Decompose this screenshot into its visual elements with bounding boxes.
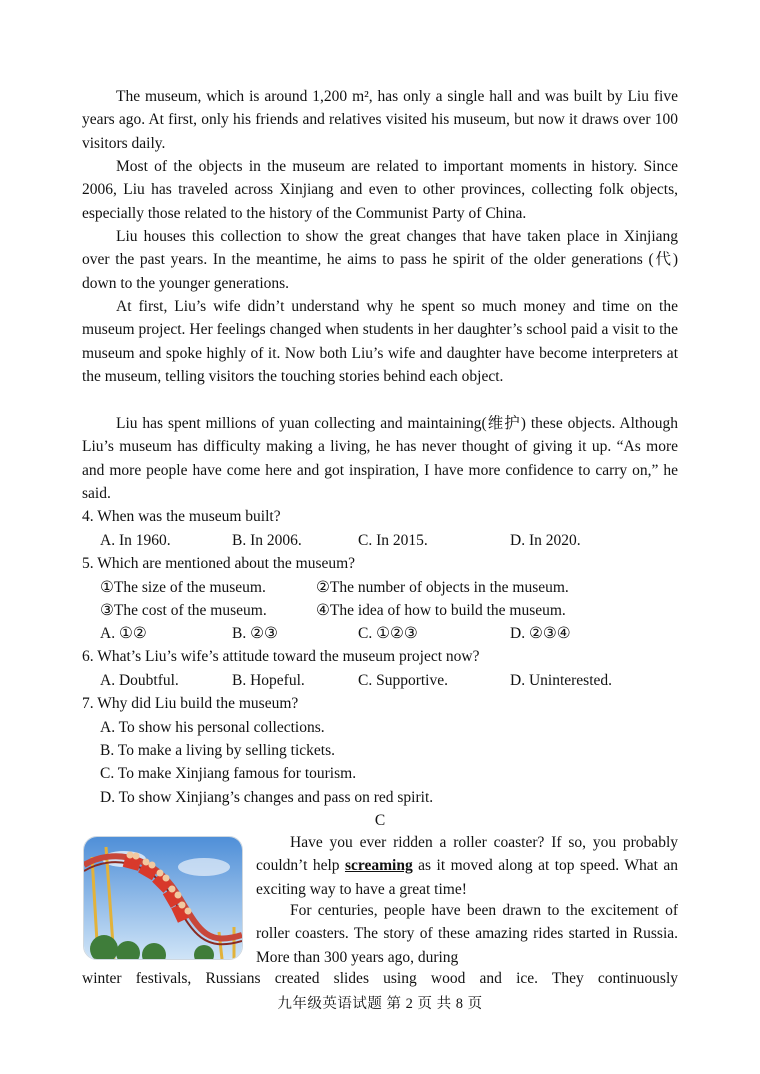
question-5-item-3: ③The cost of the museum.	[100, 602, 267, 619]
passage-paragraph-1: The museum, which is around 1,200 m², has only a single hall and was built by Liu five years ago. At first, only his friends and relatives visited his museum, but now it draws over 100 visitors daily.	[82, 88, 678, 152]
question-6-option-a: A. Doubtful.	[100, 672, 179, 689]
question-7-option-a: A. To show his personal collections.	[100, 719, 325, 736]
question-6-option-b: B. Hopeful.	[232, 672, 305, 689]
question-5-stem: 5. Which are mentioned about the museum?	[82, 555, 356, 572]
section-c-p1-lead: Have you ever ridden a roller coaster? If so, you probably couldn’t help	[256, 834, 678, 875]
question-5-item-4: ④The idea of how to build the museum.	[316, 602, 566, 619]
question-5-option-a: A. ①②	[100, 625, 147, 642]
question-7-option-c: C. To make Xinjiang famous for tourism.	[100, 765, 357, 782]
question-4-option-d: D. In 2020.	[510, 532, 581, 549]
question-5-option-d: D. ②③④	[510, 625, 571, 642]
question-6-option-d: D. Uninterested.	[510, 672, 613, 689]
question-5-option-c: C. ①②③	[358, 625, 418, 642]
roller-coaster-photo	[83, 836, 243, 960]
question-7-option-b: B. To make a living by selling tickets.	[100, 742, 335, 759]
question-5-item-1: ①The size of the museum.	[100, 579, 266, 596]
question-7-stem: 7. Why did Liu build the museum?	[82, 695, 299, 712]
question-6-option-c: C. Supportive.	[358, 672, 448, 689]
passage-paragraph-3: Liu houses this collection to show the great changes that have taken place in Xinjiang over the past years. In the meantime, he aims to pass he spirit of the older generations (代) down to the younger generations.	[82, 228, 678, 292]
question-5-item-2: ②The number of objects in the museum.	[316, 579, 569, 596]
question-6-stem: 6. What’s Liu’s wife’s attitude toward the museum project now?	[82, 648, 480, 665]
passage-paragraph-5: Liu has spent millions of yuan collecting and maintaining(维护) these objects. Although Liu’s museum has difficulty making a living, he has never thought of giving it up. “As more and more people have come here and got inspiration, I have more confidence to carry on,” he said.	[82, 415, 678, 502]
question-4-option-b: B. In 2006.	[232, 532, 302, 549]
question-4-stem: 4. When was the museum built?	[82, 508, 281, 525]
passage-paragraph-4: At first, Liu’s wife didn’t understand why he spent so much money and time on the museum project. Her feelings changed when students in her daughter’s school paid a visit to the museum and spoke highly of it. Now both Liu’s wife and daughter have become interpreters at the museum, telling visitors the touching stories behind each object.	[82, 298, 678, 385]
roller-coaster-illustration	[84, 837, 242, 959]
page-footer: 九年级英语试题 第 2 页 共 8 页	[277, 996, 483, 1012]
keyword-screaming: screaming	[344, 857, 413, 875]
question-7-option-d: D. To show Xinjiang’s changes and pass on red spirit.	[100, 789, 434, 806]
question-4-option-c: C. In 2015.	[358, 532, 428, 549]
section-c-paragraph-2-continued: winter festivals, Russians created slides using wood and ice. They continuously	[82, 970, 678, 987]
section-c-paragraph-1	[256, 831, 678, 901]
section-c-paragraph-2: For centuries, people have been drawn to the excitement of roller coasters. The story of these amazing rides started in Russia. More than 300 years ago, during	[256, 902, 678, 966]
question-4-option-a: A. In 1960.	[100, 532, 171, 549]
section-c-p1-tail: as it moved along at top speed. What an exciting way to have a great time!	[256, 857, 678, 898]
question-5-option-b: B. ②③	[232, 625, 278, 642]
section-c-heading: C	[374, 812, 386, 829]
passage-paragraph-2: Most of the objects in the museum are related to important moments in history. Since 2006, Liu has traveled across Xinjiang and even to other provinces, collecting folk objects, especially those related to the history of the Communist Party of China.	[82, 158, 678, 222]
